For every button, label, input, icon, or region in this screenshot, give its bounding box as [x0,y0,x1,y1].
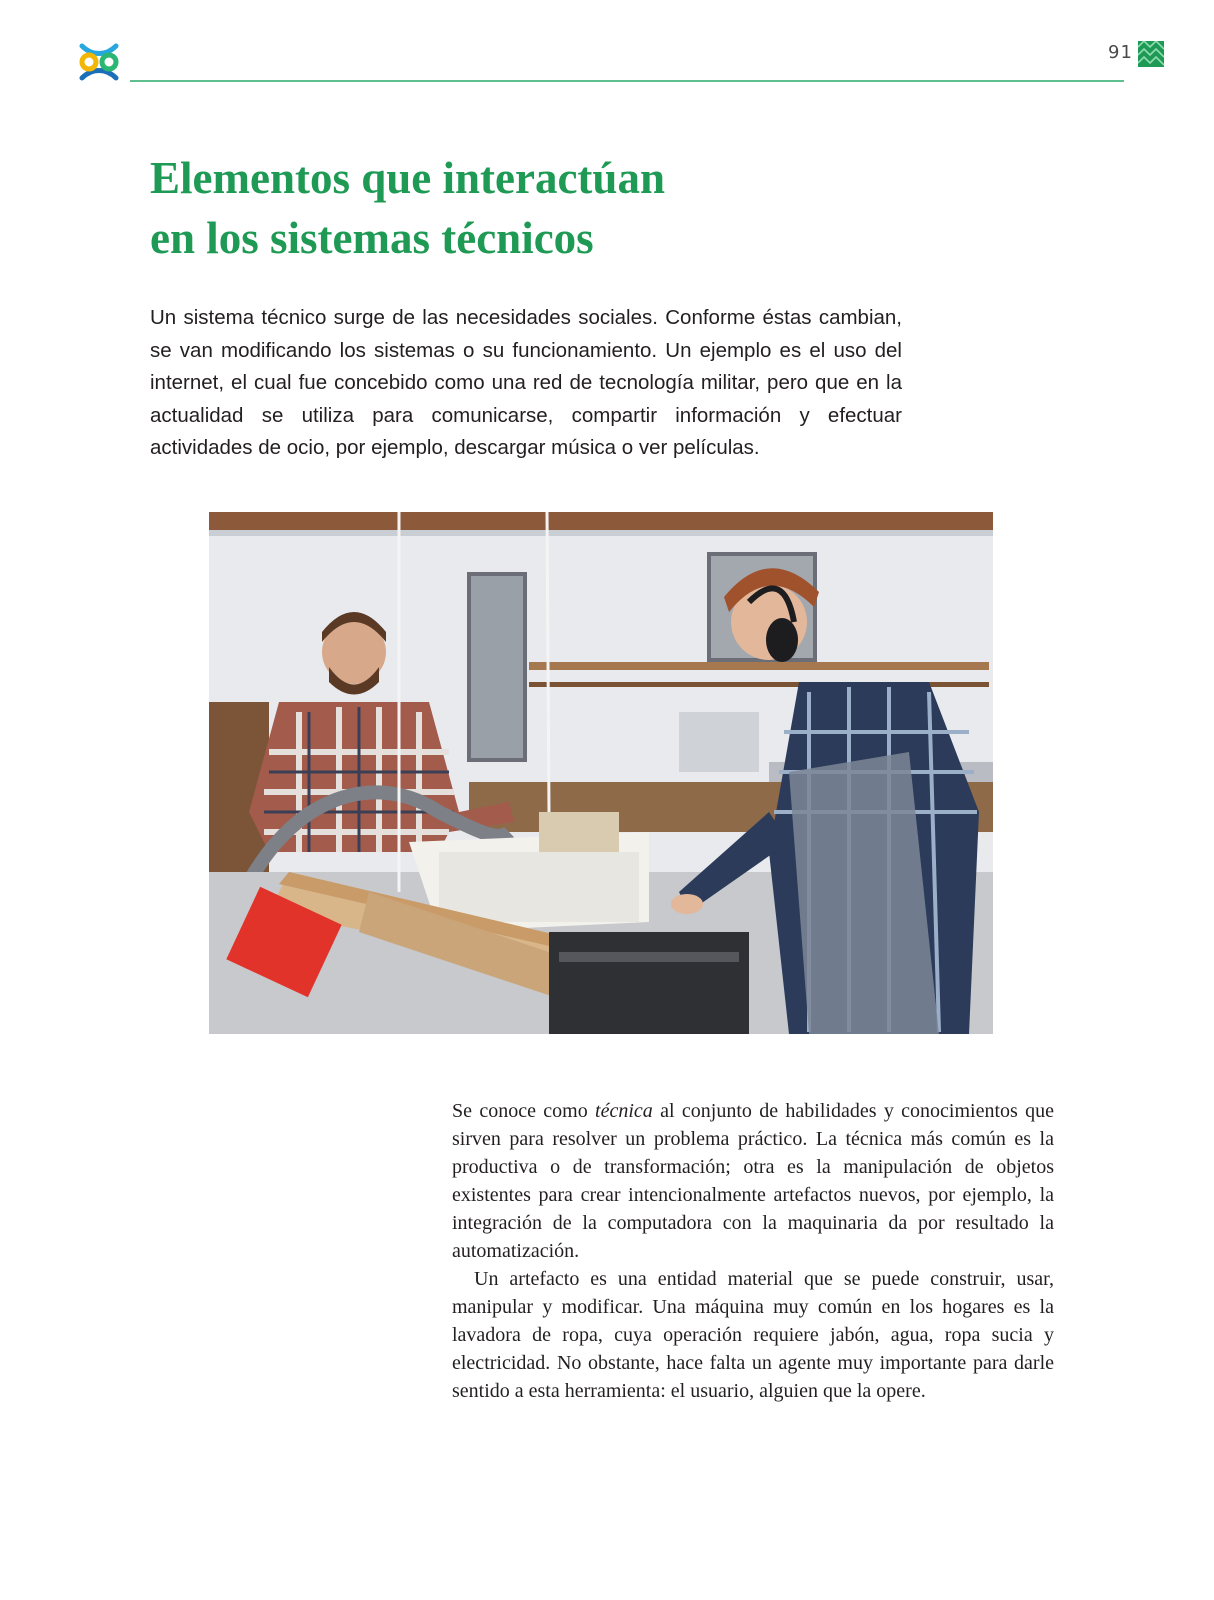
intro-paragraph: Un sistema técnico surge de las necesidades sociales. Conforme éstas cambian, se van modificando los sistemas o su funcionamiento. Un ejemplo es el uso del internet, el cual fue concebido como una red de tecnología militar, pero que en la actualidad se utiliza para comunicarse, compartir información y efectuar actividades de ocio, por ejemplo, descargar música o ver películas. [150,306,902,459]
header-rule [130,80,1124,82]
page-title [150,148,950,268]
body-paragraph-2: Un artefacto es una entidad material que se puede construir, usar, manipular y modificar. Una máquina muy común en los hogares es la lavadora de ropa, cuya operación requiere jabón, agua, ropa sucia y electricidad. No obstante, hace falta un agente muy importante para darle sentido a esta herramienta: el usuario, alguien que la opere. [452,1268,1054,1402]
body-text [452,1097,1054,1405]
two-woodworkers-at-planer-machine-photo [209,512,993,1034]
body-paragraph-1-rest: al conjunto de habilidades y conocimientos que sirven para resolver un problema práctico. La técnica más común es la productiva o de transformación; otra es la manipulación de objetos existentes para crear intencionalmente artefactos nuevos, por ejemplo, la integración de la computadora con la maquinaria da por resultado la automatización. [452,1100,1054,1262]
page-number: 91 [1108,42,1133,63]
page-title-line-2: en los sistemas técnicos [150,213,594,263]
body-paragraph-1-lead: Se conoce como [452,1100,596,1122]
interlocking-figures-logo-icon [76,40,122,84]
body-paragraph-1 [452,1097,1054,1265]
term-tecnica: técnica [595,1100,653,1122]
page-title-line-1: Elementos que interactúan [150,153,665,203]
green-pattern-square-icon [1138,41,1164,67]
